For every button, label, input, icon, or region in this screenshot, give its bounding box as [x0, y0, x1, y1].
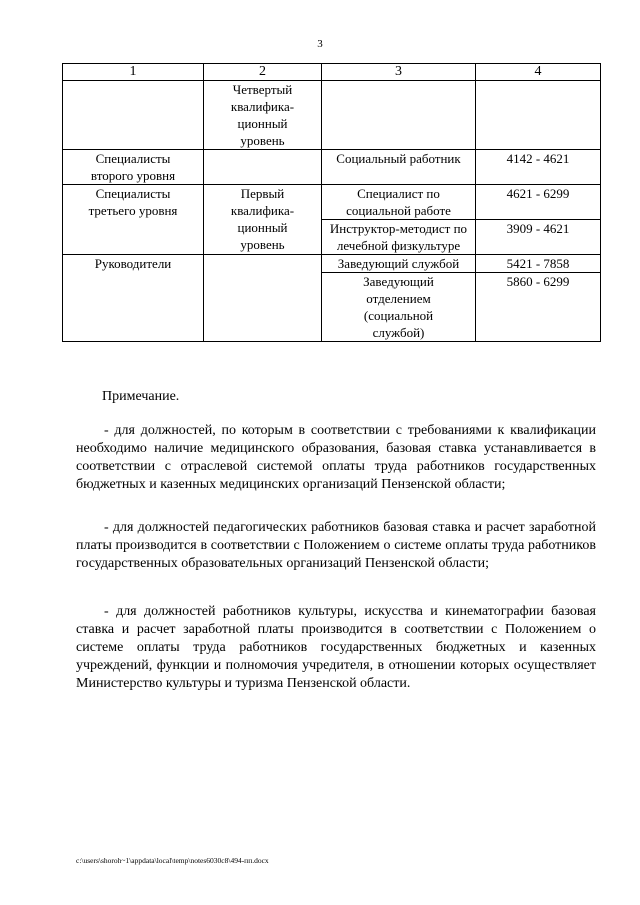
header-cell-1: 1 — [63, 64, 204, 81]
group-text: Специалисты третьего уровня — [88, 186, 178, 218]
group-text: Специалисты второго уровня — [90, 151, 176, 183]
level-cell — [204, 185, 322, 255]
position-text: Инструктор-методист по лечебной физкультуре — [329, 221, 468, 253]
position-cell: Заведующий службой — [322, 255, 476, 273]
level-text: Четвертый квалифика-ционный уровень — [230, 82, 295, 148]
group-cell — [63, 81, 204, 150]
table-header-row — [63, 64, 601, 81]
note-paragraph: - для должностей педагогических работников базовая ставка и расчет заработной платы производится в соответствии с Положением о системе оплаты труда работников государственных образовательных организаций Пензенской области; — [76, 520, 596, 571]
table-row — [63, 185, 601, 220]
note-paragraph: - для должностей работников культуры, искусства и кинематографии базовая ставка и расчет заработной платы производится в соответствии с Положением о системе оплаты труда работников государственных бюджетных и казенных учреждений, функции и полномочия учредителя, в отношении которых осуществляет Министерство культуры и туризма Пензенской области. — [76, 604, 596, 691]
header-cell-4: 4 — [476, 64, 601, 81]
group-cell — [63, 150, 204, 185]
salary-cell: 4142 - 4621 — [476, 150, 601, 185]
header-cell-3: 3 — [322, 64, 476, 81]
position-cell — [322, 185, 476, 220]
header-cell-2: 2 — [204, 64, 322, 81]
group-cell — [63, 185, 204, 255]
group-cell: Руководители — [63, 255, 204, 342]
level-cell — [204, 255, 322, 342]
table-row — [63, 150, 601, 185]
level-cell — [204, 150, 322, 185]
level-cell — [204, 81, 322, 150]
salary-cell: 5860 - 6299 — [476, 273, 601, 342]
note-paragraph: - для должностей, по которым в соответствии с требованиями к квалификации необходимо наличие медицинского образования, базовая ставка устанавливается в соответствии с отраслевой системой оплаты труда работников государственных бюджетных и казенных медицинских организаций Пензенской области; — [76, 423, 596, 492]
position-cell — [322, 220, 476, 255]
table-row — [63, 81, 601, 150]
file-path-footer: c:\users\shoroh~1\appdata\local\temp\notes6030c8\494-пп.docx — [76, 856, 269, 865]
note-title: Примечание. — [102, 389, 180, 404]
position-cell: Социальный работник — [322, 150, 476, 185]
position-text: Специалист по социальной работе — [346, 186, 451, 218]
salary-cell — [476, 81, 601, 150]
salary-cell: 4621 - 6299 — [476, 185, 601, 220]
position-cell — [322, 81, 476, 150]
salary-cell: 5421 - 7858 — [476, 255, 601, 273]
page-number: 3 — [317, 38, 323, 50]
qualification-table — [62, 63, 601, 342]
level-text: Первый квалифика-ционный уровень — [230, 186, 295, 252]
position-cell — [322, 273, 476, 342]
position-text: Заведующий отделением (социальной службой) — [363, 274, 434, 340]
table-row — [63, 255, 601, 273]
salary-cell: 3909 - 4621 — [476, 220, 601, 255]
